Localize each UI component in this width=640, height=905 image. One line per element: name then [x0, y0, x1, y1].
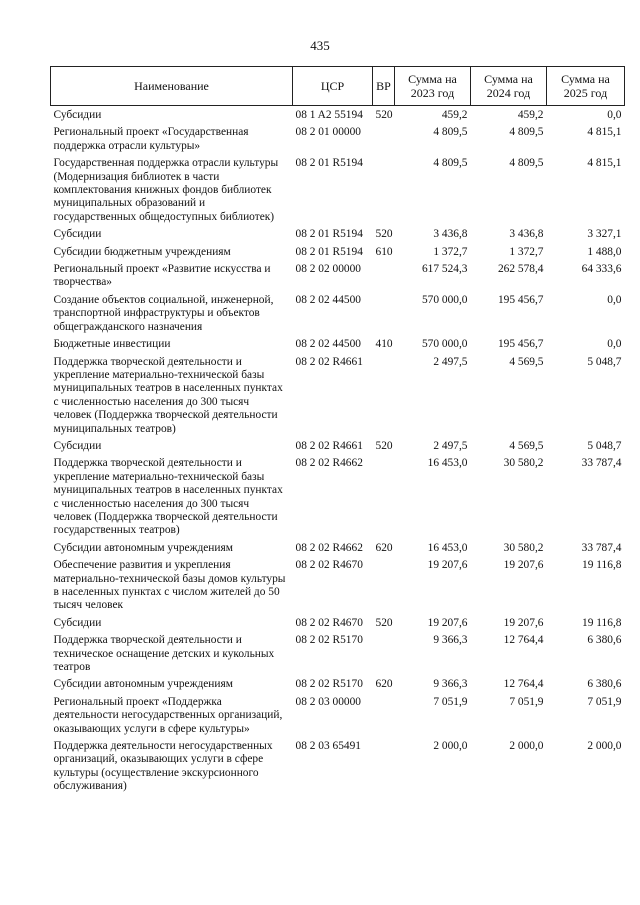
- row-csr: 08 2 01 R5194: [295, 157, 363, 170]
- row-vr: 620: [375, 678, 393, 691]
- row-vr: [373, 154, 395, 225]
- table-row: [51, 260, 625, 291]
- row-vr: [373, 260, 395, 291]
- row-csr: 08 2 03 65491: [295, 740, 361, 753]
- row-sum-2023: 2 000,0: [433, 740, 468, 753]
- row-sum-2025: 4 815,1: [587, 157, 622, 170]
- row-vr: 610: [375, 245, 393, 258]
- row-vr: 410: [375, 338, 393, 351]
- row-sum-2024: 459,2: [517, 109, 544, 121]
- row-vr: [373, 291, 395, 335]
- row-sum-2023: 570 000,0: [421, 338, 468, 351]
- row-name: Субсидии бюджетным учреждениям: [53, 245, 231, 258]
- row-vr: [373, 693, 395, 737]
- row-vr: [373, 556, 395, 614]
- row-csr: 08 2 02 R4662: [295, 457, 363, 470]
- row-sum-2024: 3 436,8: [509, 228, 544, 241]
- row-vr: [373, 737, 395, 795]
- row-sum-2025: 5 048,7: [587, 439, 622, 452]
- row-vr: [373, 123, 395, 154]
- row-name: Поддержка творческой деятельности и укрепление материально-технической базы муниципальных театров в населенных пунктах с численностью населения до 300 тысяч человек (Поддержка творческой деятельности муниципальных театров): [53, 355, 283, 435]
- row-sum-2024: 195 456,7: [497, 293, 544, 306]
- row-sum-2025: 64 333,6: [581, 263, 622, 276]
- header-name: Наименование: [51, 67, 293, 106]
- row-sum-2025: 7 051,9: [587, 695, 622, 708]
- row-name: Субсидии: [53, 616, 102, 629]
- table-row: [51, 154, 625, 225]
- row-csr: 08 2 02 R4661: [295, 355, 363, 368]
- row-sum-2023: 4 809,5: [433, 126, 468, 139]
- row-sum-2024: 30 580,2: [503, 541, 544, 554]
- row-sum-2025: 33 787,4: [581, 457, 622, 470]
- row-sum-2023: 16 453,0: [427, 457, 468, 470]
- row-sum-2023: 2 497,5: [433, 439, 468, 452]
- row-csr: 08 2 02 44500: [295, 338, 361, 351]
- table-row: [51, 556, 625, 614]
- row-name: Региональный проект «Развитие искусства и творчества»: [53, 263, 271, 289]
- row-vr: 520: [375, 439, 393, 452]
- header-sum-2023: Сумма на 2023 год: [395, 67, 471, 106]
- row-sum-2025: 0,0: [607, 293, 622, 306]
- table-row: [51, 291, 625, 335]
- table-row: [51, 243, 625, 260]
- row-name: Поддержка творческой деятельности и укрепление материально-технической базы муниципальных театров в населенных пунктах с численностью населения до 300 тысяч человек (Поддержка творческой деятельности государственных театров): [53, 457, 283, 537]
- header-sum-2024: Сумма на 2024 год: [471, 67, 547, 106]
- header-csr: ЦСР: [293, 67, 373, 106]
- table-row: [51, 437, 625, 454]
- row-sum-2023: 4 809,5: [433, 157, 468, 170]
- row-sum-2024: 4 569,5: [509, 355, 544, 368]
- row-csr: 08 2 03 00000: [295, 695, 361, 708]
- row-sum-2023: 19 207,6: [427, 616, 468, 629]
- table-row: [51, 353, 625, 437]
- row-csr: 08 2 02 R4670: [295, 559, 363, 572]
- table-row: [51, 675, 625, 692]
- row-sum-2024: 7 051,9: [509, 695, 544, 708]
- row-name: Поддержка деятельности негосударственных организаций, оказывающих услуги в сфере культуры (осуществление экскурсионного обслуживания): [53, 740, 273, 793]
- table-row: [51, 106, 625, 124]
- row-sum-2024: 30 580,2: [503, 457, 544, 470]
- row-sum-2025: 19 116,8: [582, 559, 622, 572]
- row-sum-2024: 4 569,5: [509, 439, 544, 452]
- row-sum-2025: 3 327,1: [587, 228, 622, 241]
- row-sum-2023: 1 372,7: [433, 245, 468, 258]
- row-sum-2023: 3 436,8: [433, 228, 468, 241]
- row-sum-2024: 12 764,4: [503, 678, 544, 691]
- table-row: [51, 123, 625, 154]
- row-sum-2023: 2 497,5: [433, 355, 468, 368]
- budget-table: [50, 66, 625, 795]
- row-sum-2025: 19 116,8: [582, 616, 622, 629]
- row-sum-2023: 570 000,0: [421, 293, 468, 306]
- row-name: Субсидии: [53, 228, 102, 241]
- row-csr: 08 2 02 R4670: [295, 616, 363, 629]
- row-sum-2024: 262 578,4: [497, 263, 544, 276]
- row-csr: 08 2 02 44500: [295, 293, 361, 306]
- row-csr: 08 2 01 R5194: [295, 228, 363, 241]
- row-sum-2023: 617 524,3: [421, 263, 468, 276]
- row-name: Поддержка творческой деятельности и техническое оснащение детских и кукольных театров: [53, 634, 275, 674]
- row-sum-2025: 0,0: [607, 338, 622, 351]
- row-vr: [373, 454, 395, 538]
- row-sum-2025: 6 380,6: [587, 678, 622, 691]
- table-row: [51, 693, 625, 737]
- row-sum-2025: 4 815,1: [587, 126, 622, 139]
- row-vr: 520: [375, 109, 393, 121]
- row-name: Создание объектов социальной, инженерной, транспортной инфраструктуры и объектов общегражданского назначения: [53, 293, 274, 333]
- row-name: Субсидии автономным учреждениям: [53, 541, 233, 554]
- row-name: Бюджетные инвестиции: [53, 338, 171, 351]
- row-vr: [373, 353, 395, 437]
- row-csr: 08 2 02 R4662: [295, 541, 363, 554]
- row-name: Субсидии: [53, 109, 102, 121]
- page-number: 435: [310, 38, 330, 53]
- row-sum-2023: 7 051,9: [433, 695, 468, 708]
- row-name: Субсидии: [53, 439, 102, 452]
- row-sum-2024: 12 764,4: [503, 634, 544, 647]
- header-vr: ВР: [373, 67, 395, 106]
- table-row: [51, 614, 625, 631]
- row-name: Субсидии автономным учреждениям: [53, 678, 233, 691]
- row-sum-2023: 19 207,6: [427, 559, 468, 572]
- row-vr: [373, 631, 395, 675]
- row-sum-2024: 2 000,0: [509, 740, 544, 753]
- row-csr: 08 1 A2 55194: [295, 109, 363, 121]
- row-vr: 520: [375, 228, 393, 241]
- row-name: Региональный проект «Государственная поддержка отрасли культуры»: [53, 126, 249, 152]
- row-name: Региональный проект «Поддержка деятельности негосударственных организаций, оказывающих услуги в сфере культуры»: [53, 695, 283, 735]
- row-sum-2025: 33 787,4: [581, 541, 622, 554]
- row-vr: 620: [375, 541, 393, 554]
- row-sum-2023: 459,2: [441, 109, 468, 121]
- row-csr: 08 2 01 00000: [295, 126, 361, 139]
- row-csr: 08 2 02 R5170: [295, 678, 363, 691]
- table-row: [51, 225, 625, 242]
- row-name: Государственная поддержка отрасли культуры (Модернизация библиотек в части комплектования книжных фондов библиотек муниципальных образований и государственных общедоступных библиотек): [53, 157, 279, 223]
- row-csr: 08 2 02 R5170: [295, 634, 363, 647]
- row-csr: 08 2 01 R5194: [295, 245, 363, 258]
- row-sum-2023: 16 453,0: [427, 541, 468, 554]
- row-csr: 08 2 02 R4661: [295, 439, 363, 452]
- row-sum-2025: 0,0: [607, 109, 622, 121]
- table-header-row: [51, 67, 625, 106]
- row-csr: 08 2 02 00000: [295, 263, 361, 276]
- row-sum-2024: 195 456,7: [497, 338, 544, 351]
- table-row: [51, 335, 625, 352]
- row-sum-2024: 4 809,5: [509, 157, 544, 170]
- row-sum-2025: 6 380,6: [587, 634, 622, 647]
- row-sum-2024: 4 809,5: [509, 126, 544, 139]
- row-name: Обеспечение развития и укрепления материально-технической базы домов культуры в населенных пунктах с числом жителей до 50 тысяч человек: [53, 559, 286, 612]
- row-sum-2024: 19 207,6: [503, 559, 544, 572]
- table-row: [51, 539, 625, 556]
- header-sum-2025: Сумма на 2025 год: [547, 67, 625, 106]
- row-sum-2023: 9 366,3: [433, 678, 468, 691]
- table-row: [51, 737, 625, 795]
- row-sum-2023: 9 366,3: [433, 634, 468, 647]
- table-row: [51, 631, 625, 675]
- row-vr: 520: [375, 616, 393, 629]
- row-sum-2024: 1 372,7: [509, 245, 544, 258]
- row-sum-2024: 19 207,6: [503, 616, 544, 629]
- row-sum-2025: 5 048,7: [587, 355, 622, 368]
- table-row: [51, 454, 625, 538]
- row-sum-2025: 1 488,0: [587, 245, 622, 258]
- row-sum-2025: 2 000,0: [587, 740, 622, 753]
